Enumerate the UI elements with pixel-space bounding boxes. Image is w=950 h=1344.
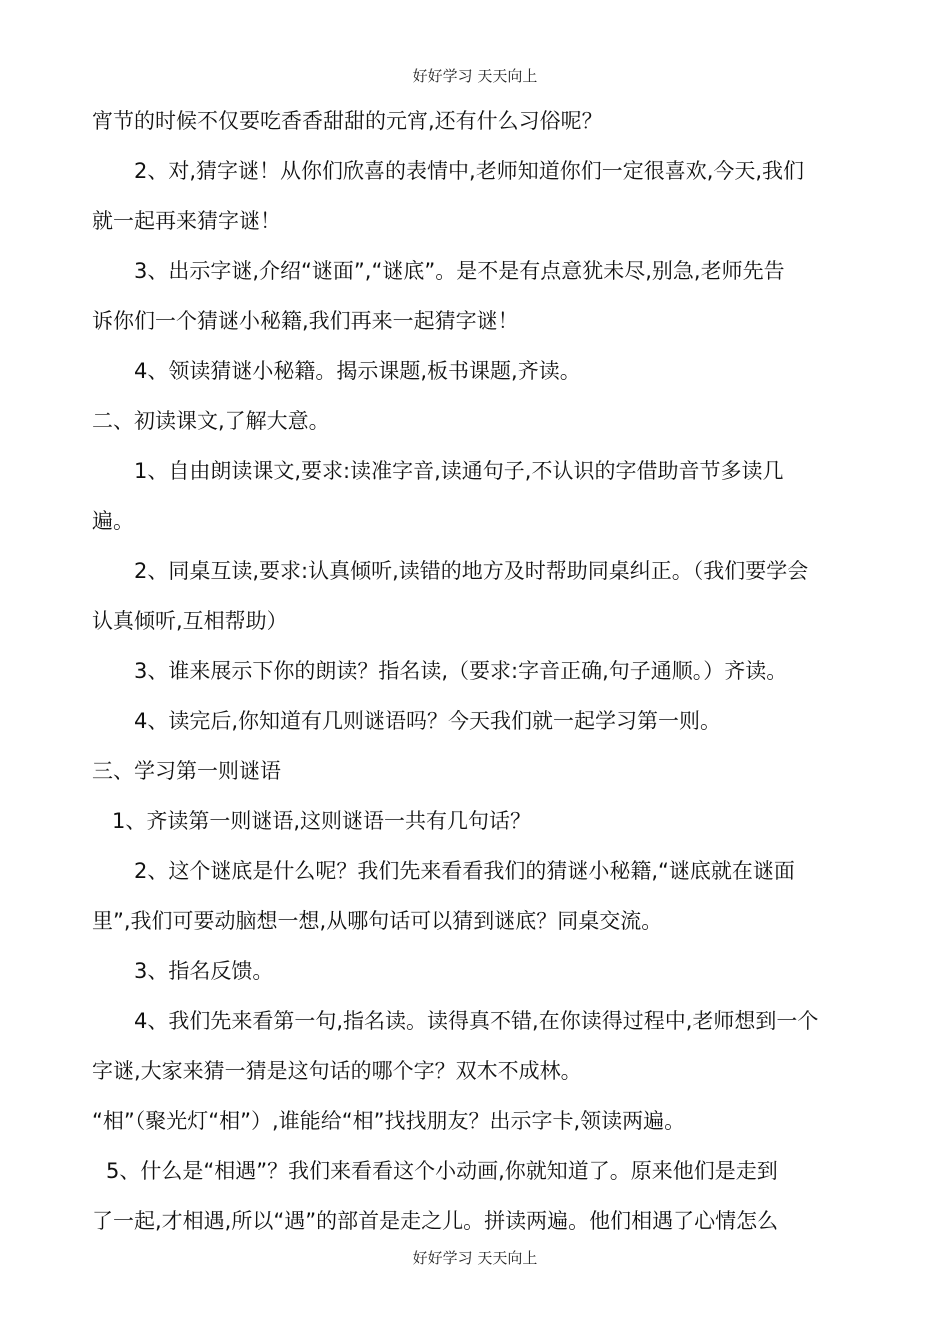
paragraph-line: 2、同桌互读,要求:认真倾听,读错的地方及时帮助同桌纠正。（我们要学会 [134, 559, 809, 583]
page-header: 好好学习 天天向上 [412, 67, 538, 85]
paragraph-line: 4、读完后,你知道有几则谜语吗？今天我们就一起学习第一则。 [134, 709, 722, 733]
paragraph-line: 5、什么是“相遇”？我们来看看这个小动画,你就知道了。原来他们是走到 [106, 1159, 778, 1183]
document-body [92, 96, 864, 1246]
paragraph-line: 3、指名反馈。 [134, 959, 274, 983]
paragraph-line: 诉你们一个猜谜小秘籍,我们再来一起猜字谜！ [92, 309, 519, 333]
paragraph-line: 2、对,猜字谜！从你们欣喜的表情中,老师知道你们一定很喜欢,今天,我们 [134, 159, 805, 183]
paragraph-line: 了一起,才相遇,所以“遇”的部首是走之儿。拼读两遍。他们相遇了心情怎么 [92, 1209, 779, 1233]
paragraph-line: 1、齐读第一则谜语,这则谜语一共有几句话？ [112, 809, 532, 833]
paragraph-line: 3、出示字谜,介绍“谜面”,“谜底”。是不是有点意犹未尽,别急,老师先告 [134, 259, 785, 283]
paragraph-line: 里”,我们可要动脑想一想,从哪句话可以猜到谜底？同桌交流。 [92, 909, 663, 933]
page-footer: 好好学习 天天向上 [412, 1249, 538, 1267]
paragraph-line: “相”（聚光灯“相”）,谁能给“相”找找朋友？出示字卡,领读两遍。 [92, 1109, 686, 1133]
paragraph-line: 4、领读猜谜小秘籍。揭示课题,板书课题,齐读。 [134, 359, 581, 383]
paragraph-line: 遍。 [92, 509, 134, 533]
paragraph-line: 认真倾听,互相帮助） [92, 609, 288, 633]
section-heading: 二、初读课文,了解大意。 [92, 409, 330, 433]
paragraph-line: 就一起再来猜字谜！ [92, 209, 281, 233]
paragraph-line: 宵节的时候不仅要吃香香甜甜的元宵,还有什么习俗呢？ [92, 109, 603, 133]
paragraph-line: 字谜,大家来猜一猜是这句话的哪个字？双木不成林。 [92, 1059, 582, 1083]
section-heading: 三、学习第一则谜语 [92, 759, 281, 783]
paragraph-line: 3、谁来展示下你的朗读？指名读,（要求:字音正确,句子通顺。）齐读。 [134, 659, 788, 683]
paragraph-line: 2、这个谜底是什么呢？我们先来看看我们的猜谜小秘籍,“谜底就在谜面 [134, 859, 795, 883]
paragraph-line: 4、我们先来看第一句,指名读。读得真不错,在你读得过程中,老师想到一个 [134, 1009, 819, 1033]
paragraph-line: 1、自由朗读课文,要求:读准字音,读通句子,不认识的字借助音节多读几 [134, 459, 784, 483]
